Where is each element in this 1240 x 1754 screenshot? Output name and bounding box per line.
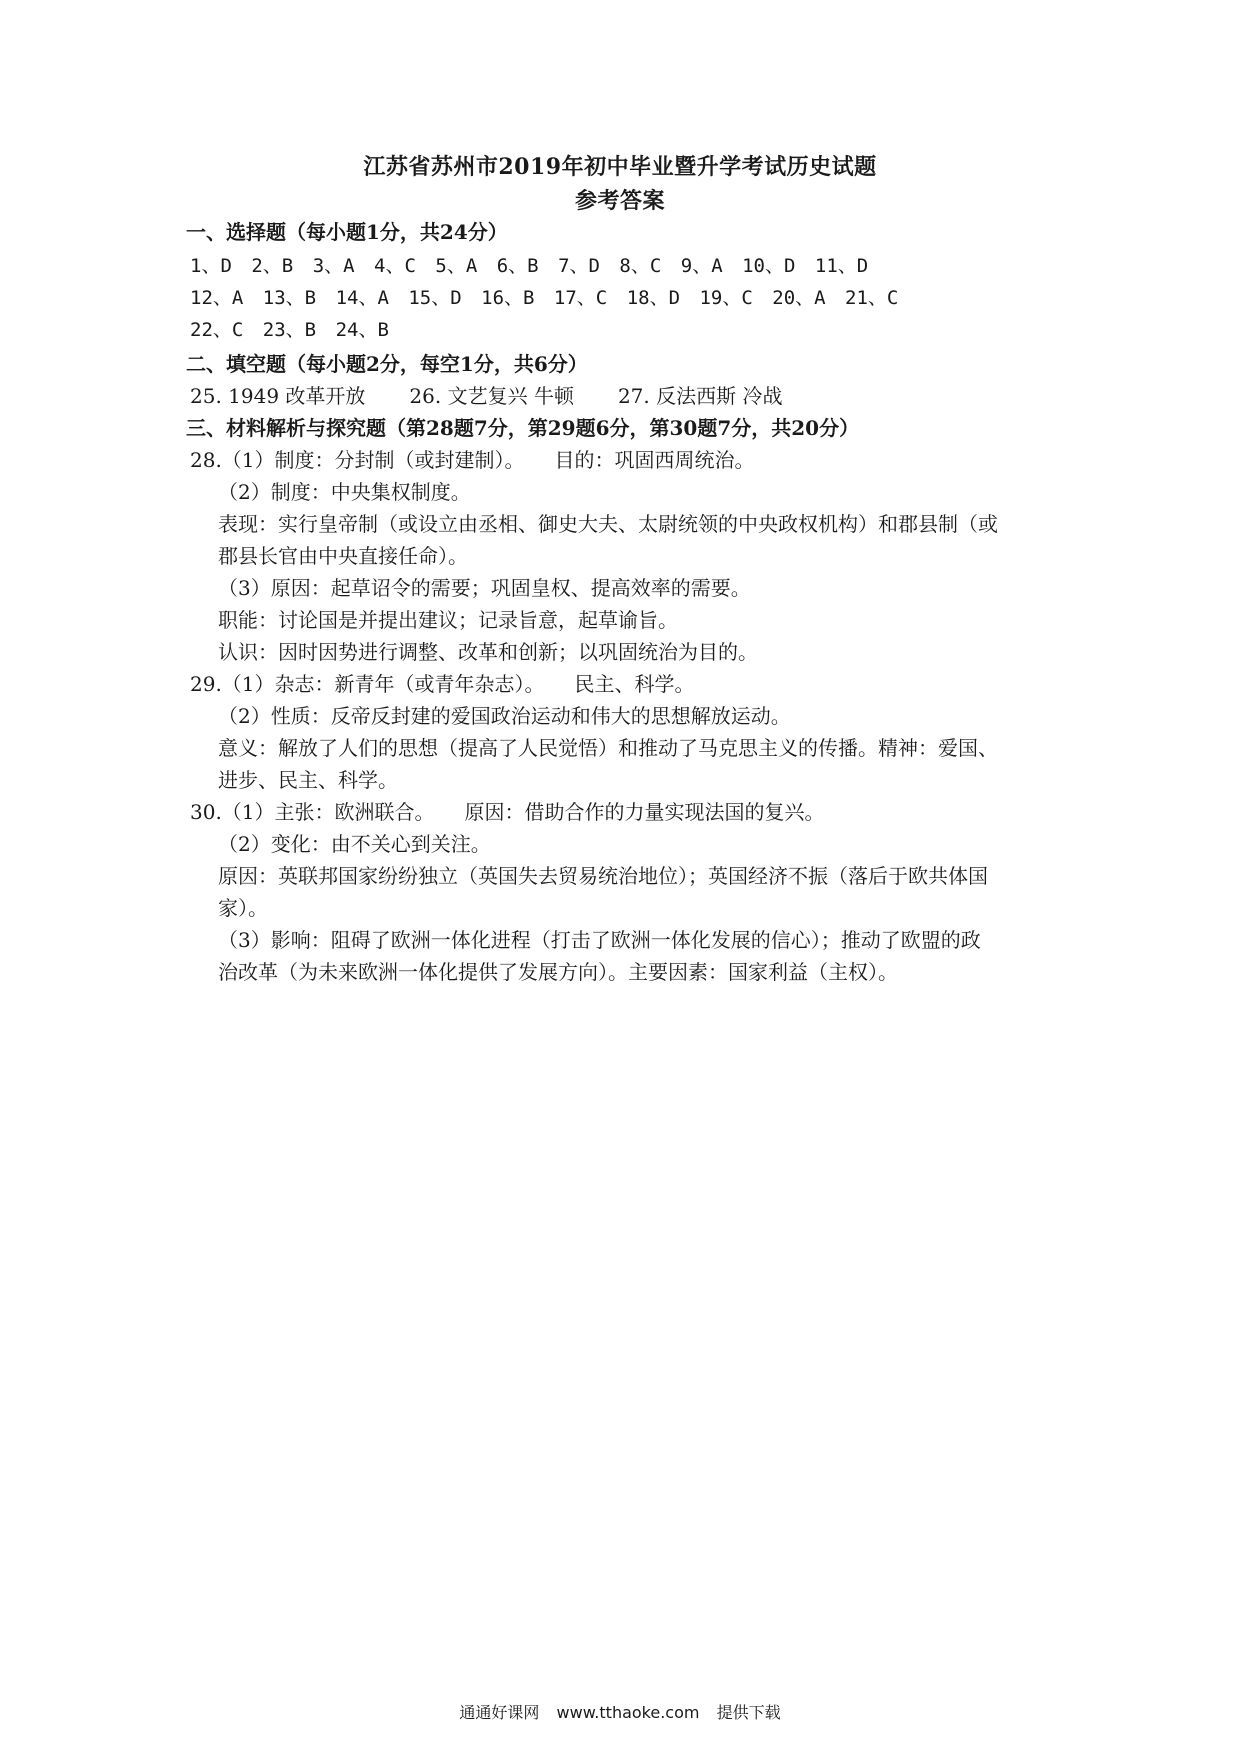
mc-answer: 10、D	[742, 255, 796, 277]
fill-answers-row	[190, 382, 782, 410]
footer-site-name: 通通好课网	[459, 1703, 540, 1722]
mc-answer: 12、A	[190, 287, 244, 309]
q28-line-5: （3）原因：起草诏令的需要；巩固皇权、提高效率的需要。	[218, 576, 751, 600]
q30-line-5: （3）影响：阻碍了欧洲一体化进程（打击了欧洲一体化发展的信心）；推动了欧盟的政	[218, 928, 981, 952]
mc-answer: 4、C	[374, 255, 416, 277]
q29-line-4: 进步、民主、科学。	[218, 768, 398, 792]
mc-answer: 17、C	[553, 287, 608, 309]
q28-line-3: 表现：实行皇帝制（或设立由丞相、御史大夫、太尉统领的中央政权机构）和郡县制（或	[218, 512, 998, 536]
page-footer	[0, 1700, 1240, 1723]
section3-heading: 三、材料解析与探究题（第28题7分，第29题6分，第30题7分，共20分）	[186, 416, 860, 440]
document-title: 江苏省苏州市2019年初中毕业暨升学考试历史试题	[363, 154, 877, 180]
mc-answer: 11、D	[814, 255, 869, 277]
mc-answer: 21、C	[845, 287, 899, 309]
mc-answer: 1、D	[190, 255, 232, 277]
answer-q25: 25. 1949 改革开放	[190, 384, 366, 408]
q28-line-7: 认识：因时因势进行调整、改革和创新；以巩固统治为目的。	[218, 640, 758, 664]
mc-answer: 7、D	[558, 255, 600, 277]
section1-heading: 一、选择题（每小题1分，共24分）	[186, 220, 508, 244]
mc-answer: 18、D	[626, 287, 681, 309]
document-subtitle: 参考答案	[574, 188, 665, 214]
mc-answer: 2、B	[251, 255, 294, 277]
q29-line-2: （2）性质：反帝反封建的爱国政治运动和伟大的思想解放运动。	[218, 704, 791, 728]
q28-part1-purpose: 目的：巩固西周统治。	[554, 448, 755, 472]
mc-answer: 15、D	[408, 287, 462, 309]
mc-answer: 22、C	[190, 319, 244, 341]
mc-answer: 8、C	[619, 255, 662, 277]
q29-part1-magazine: 29.（1）杂志：新青年（或青年杂志）。	[190, 672, 545, 696]
mc-answer: 6、B	[496, 255, 539, 277]
mc-row-2	[190, 284, 906, 312]
q30-part1-proposal: 30.（1）主张：欧洲联合。	[190, 800, 435, 824]
mc-answer: 24、B	[335, 319, 389, 341]
q28-part1-system: 28.（1）制度：分封制（或封建制）。	[190, 448, 525, 472]
q30-line-2: （2）变化：由不关心到关注。	[218, 832, 491, 856]
mc-answer: 16、B	[481, 287, 535, 309]
q30-line-3: 原因：英联邦国家纷纷独立（英国失去贸易统治地位）；英国经济不振（落后于欧共体国	[218, 864, 988, 888]
answer-q26: 26. 文艺复兴 牛顿	[409, 384, 574, 408]
mc-answer: 5、A	[435, 255, 478, 277]
mc-answer: 19、C	[699, 287, 753, 309]
q30-line-6: 治改革（为未来欧洲一体化提供了发展方向）。主要因素：国家利益（主权）。	[218, 960, 898, 984]
q28-line-2: （2）制度：中央集权制度。	[218, 480, 471, 504]
section2-heading: 二、填空题（每小题2分，每空1分，共6分）	[186, 352, 588, 376]
q29-part1-ideas: 民主、科学。	[574, 672, 695, 696]
q30-part1-reason: 原因：借助合作的力量实现法国的复兴。	[464, 800, 825, 824]
mc-answer: 20、A	[772, 287, 826, 309]
q30-line-4: 家）。	[218, 896, 268, 920]
footer-suffix: 提供下载	[716, 1703, 781, 1722]
footer-url-link[interactable]: www.tthaoke.com	[556, 1703, 700, 1722]
mc-answer: 9、A	[680, 255, 723, 277]
q29-line-1	[190, 670, 695, 698]
mc-answer: 14、A	[335, 287, 389, 309]
mc-row-3	[190, 316, 397, 344]
answer-q27: 27. 反法西斯 冷战	[617, 384, 783, 408]
q30-line-1	[190, 798, 825, 826]
mc-answer: 23、B	[262, 319, 317, 341]
mc-answer: 13、B	[262, 287, 317, 309]
q28-line-6: 职能：讨论国是并提出建议；记录旨意，起草谕旨。	[218, 608, 678, 632]
q28-line-1	[190, 446, 755, 474]
mc-row-1	[190, 252, 876, 280]
q28-line-4: 郡县长官由中央直接任命）。	[218, 544, 468, 568]
q29-line-3: 意义：解放了人们的思想（提高了人民觉悟）和推动了马克思主义的传播。精神：爱国、	[218, 736, 998, 760]
mc-answer: 3、A	[312, 255, 355, 277]
